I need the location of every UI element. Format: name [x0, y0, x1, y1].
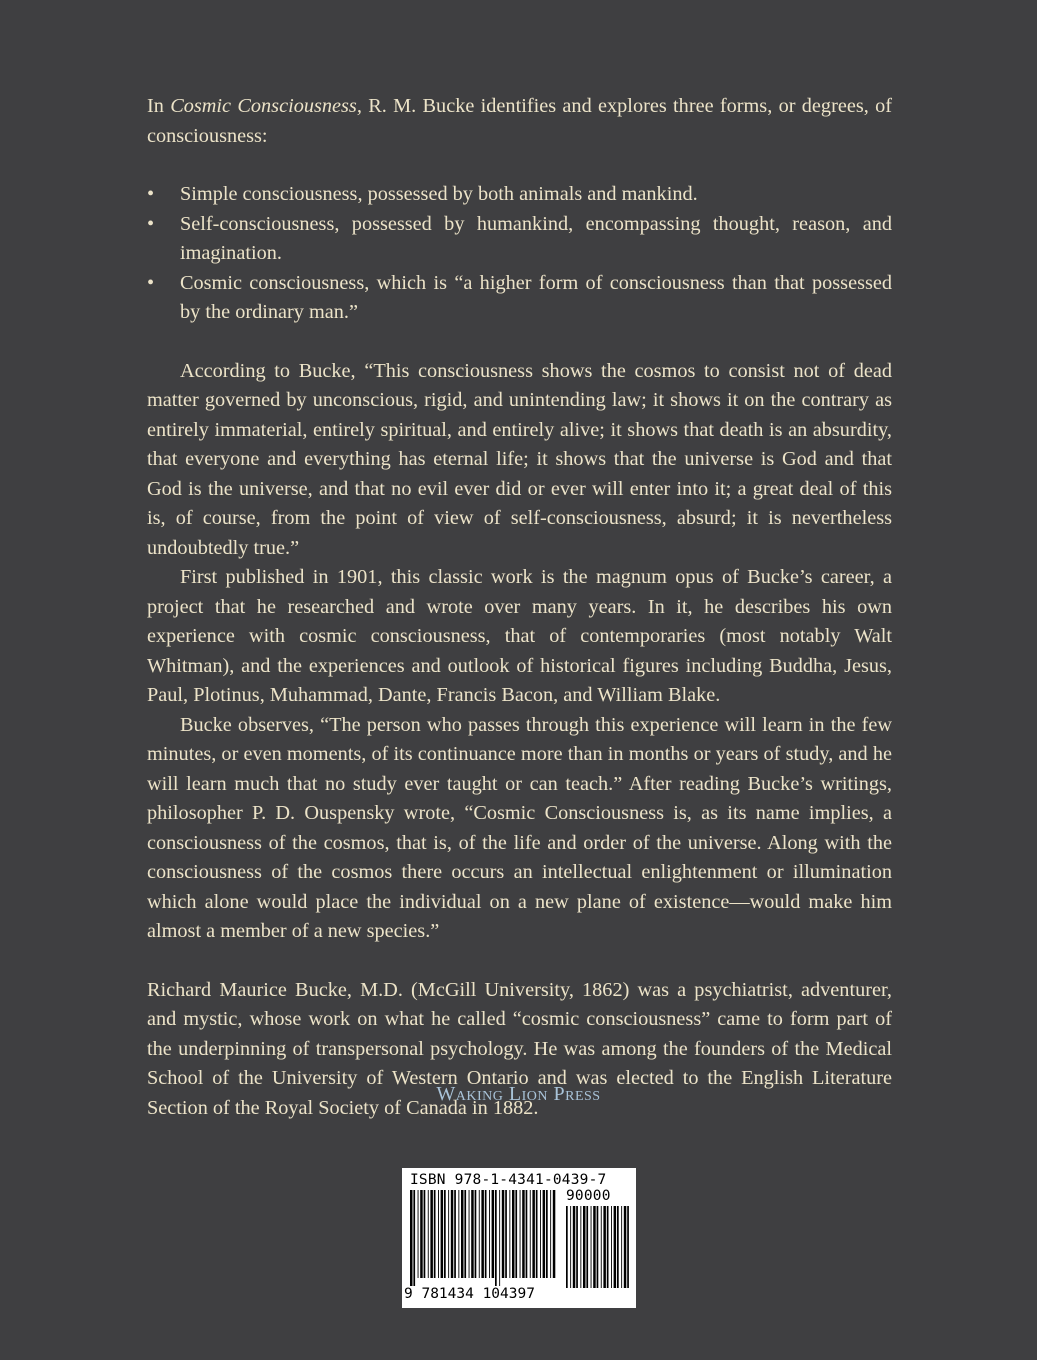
price-code: 90000	[566, 1188, 611, 1204]
barcode-bar	[520, 1190, 521, 1278]
barcode-bar	[492, 1190, 495, 1278]
barcode-bar	[444, 1190, 446, 1278]
barcode-bar	[475, 1190, 477, 1278]
barcode-bar	[448, 1190, 449, 1278]
barcode-bar	[461, 1190, 464, 1278]
barcode-bar	[458, 1190, 459, 1278]
barcode-bar	[566, 1206, 568, 1288]
list-item-text: Cosmic consciousness, which is “a higher form of consciousness than that possessed by the ordinary man.”	[180, 271, 892, 323]
barcode-bar	[434, 1190, 436, 1278]
bullet-icon: •	[147, 271, 155, 294]
list-item-text: Simple consciousness, possessed by both animals and mankind.	[180, 183, 698, 205]
barcode-bar	[614, 1206, 617, 1288]
barcode-bar	[495, 1190, 497, 1286]
addon-barcode-bars	[566, 1206, 630, 1296]
barcode-bar	[570, 1206, 571, 1288]
barcode-bar	[550, 1190, 551, 1278]
barcode-bar	[469, 1190, 470, 1278]
blurb	[147, 357, 892, 947]
book-title: Cosmic Consciousness,	[170, 95, 362, 117]
barcode-bar	[617, 1206, 619, 1288]
barcode-bar	[515, 1190, 517, 1278]
barcode-bar	[624, 1206, 627, 1288]
barcode-bar	[583, 1206, 586, 1288]
barcode-bar	[441, 1190, 444, 1278]
bullet-icon: •	[147, 183, 155, 205]
barcode-bar	[464, 1190, 466, 1278]
barcode-bar	[424, 1190, 426, 1278]
barcode-bar	[420, 1190, 423, 1278]
blurb-paragraph: According to Bucke, “This consciousness shows the cosmos to consist not of dead matter governed by unconscious, rigid, and unintending law; it shows it on the contrary as entirely immaterial, entirely spiritual, and entirely alive; it shows that death is an absurdity, that everyone and everything has eternal life; it shows that the universe is God and that God is the universe, and that no evil ever did or ever will enter into it; a great deal of this is, of course, from the point of view of self-consciousness, absurd; it is nevertheless undoubtedly true.”	[147, 359, 892, 559]
barcode-bar	[502, 1190, 505, 1278]
barcode-bar	[621, 1206, 622, 1288]
barcode-bar	[471, 1190, 474, 1278]
intro-prefix: In	[147, 95, 171, 117]
barcode-bar	[438, 1190, 439, 1278]
isbn-label: ISBN 978-1-4341-0439-7	[410, 1172, 607, 1188]
barcode-bar	[607, 1206, 609, 1288]
barcode-bar	[454, 1190, 456, 1278]
barcode-bar	[485, 1190, 487, 1278]
barcode-bar	[591, 1206, 592, 1288]
publisher-name: Waking Lion Press	[436, 1083, 601, 1105]
barcode-bar	[543, 1190, 546, 1278]
ean-barcode-bars	[410, 1190, 557, 1286]
barcode-bar	[481, 1190, 484, 1278]
barcode-bar	[611, 1206, 612, 1288]
barcode	[402, 1168, 636, 1308]
barcode-bar	[573, 1206, 576, 1288]
list-item	[147, 180, 892, 210]
list-item	[147, 269, 892, 328]
barcode-bar	[451, 1190, 454, 1278]
barcode-bar	[410, 1190, 413, 1286]
barcode-bar	[597, 1206, 599, 1288]
barcode-bar	[576, 1206, 578, 1288]
barcode-bar	[593, 1206, 596, 1288]
barcode-bar	[532, 1190, 535, 1278]
barcode-bar	[546, 1190, 548, 1278]
barcode-bar	[489, 1190, 490, 1278]
author-bio: Richard Maurice Bucke, M.D. (McGill University, 1862) was a psychiatrist, adventurer, and mystic, whose work on what he called “cosmic consciousness” came to form part of the underpinning of transpersonal psychology. He was among the founders of the Medical School of the University of Western Ontario and was elected to the English Literature Section of the Royal Society of Canada in 1882.	[147, 978, 892, 1119]
barcode-bar	[530, 1190, 531, 1278]
barcode-bar	[540, 1190, 541, 1278]
list-item-text: Self-consciousness, possessed by humankind, encompassing thought, reason, and imagination.	[180, 212, 892, 264]
blurb-paragraph: First published in 1901, this classic work is the magnum opus of Bucke’s career, a project that he researched and wrote over many years. In it, he describes his own experience with cosmic consciousness, that of contemporaries (most notably Walt Whitman), and the experiences and outlook of historical figures including Buddha, Jesus, Paul, Plotinus, Muhammad, Dante, Francis Bacon, and William Blake.	[147, 566, 892, 706]
intro-suffix: R. M. Bucke identifies and explores three forms, or degrees, of consciousness:	[147, 95, 892, 147]
barcode-bar	[580, 1206, 581, 1288]
barcode-bar	[526, 1190, 528, 1278]
barcode-bar	[627, 1206, 629, 1288]
barcode-bar	[428, 1190, 429, 1278]
consciousness-forms-list	[147, 180, 892, 328]
barcode-bar	[418, 1190, 419, 1278]
list-item	[147, 210, 892, 269]
barcode-bar	[505, 1190, 507, 1278]
barcode-bar	[601, 1206, 602, 1288]
blurb-paragraph: Bucke observes, “The person who passes through this experience will learn in the few minutes, or even moments, of its continuance more than in months or years of study, and he will learn much that no study ever taught or can teach.” After reading Bucke’s writings, philosopher P. D. Ouspensky wrote, “Cosmic Consciousness is, as its name implies, a consciousness of the cosmos, that is, of the life and order of the universe. Along with the consciousness of the cosmos there occurs an intellectual enlightenment or illumination which alone would place the individual on a new plane of existence—would make him almost a member of a new species.”	[147, 713, 892, 942]
barcode-bar	[603, 1206, 606, 1288]
barcode-bar	[536, 1190, 538, 1278]
barcode-bar	[553, 1190, 556, 1278]
barcode-bar	[430, 1190, 433, 1278]
barcode-bar	[512, 1190, 515, 1278]
barcode-bar	[499, 1190, 500, 1286]
bullet-icon: •	[147, 212, 155, 235]
barcode-bar	[509, 1190, 510, 1278]
ean-digits: 9 781434 104397	[404, 1286, 535, 1302]
barcode-bar	[413, 1190, 415, 1286]
barcode-bar	[522, 1190, 525, 1278]
barcode-bar	[479, 1190, 480, 1278]
intro-paragraph	[147, 92, 892, 151]
back-cover-text	[147, 92, 892, 1123]
barcode-bar	[586, 1206, 588, 1288]
